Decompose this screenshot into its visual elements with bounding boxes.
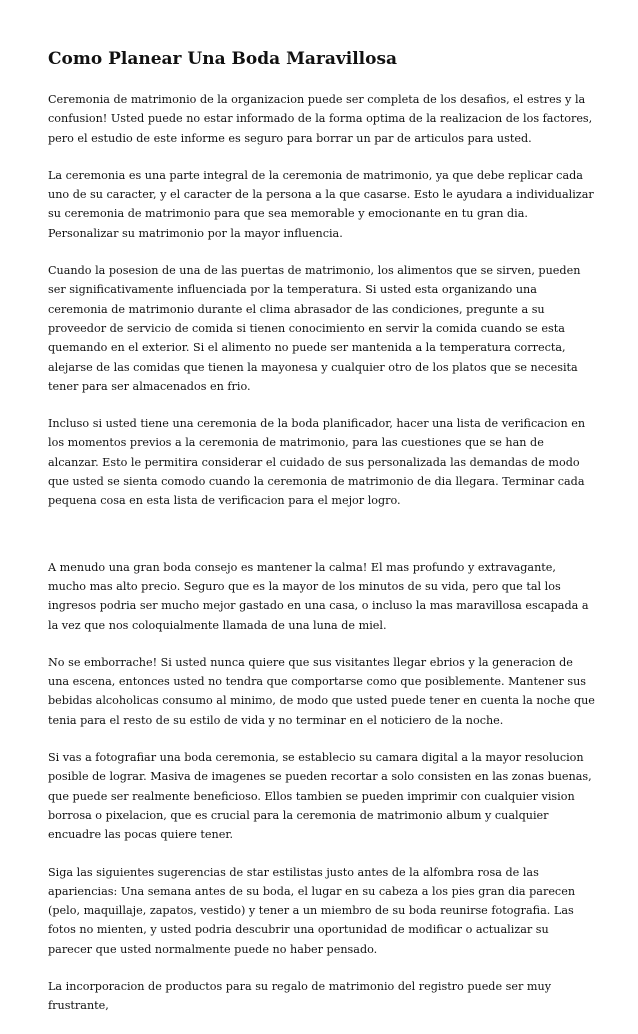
- paragraph-5: A menudo una gran boda consejo es mantener la calma! El mas profundo y extravagante, mucho mas alto precio. Seguro que es la mayor de los minutos de su vida, pero que tal los ingresos podria ser mucho mejor gastado en una casa, o incluso la mas maravillosa escapada a la vez que nos coloquialmente llamada de una luna de miel.: [48, 560, 589, 632]
- paragraph-8: Siga las siguientes sugerencias de star estilistas justo antes de la alfombra rosa de las apariencias: Una semana antes de su boda, el lugar en su cabeza a los pies gran dia parecen (pelo, maquillaje, zapatos, vestido) y tener a un miembro de su boda reunirse fotografia. Las fotos no mienten, y usted podria descubrir una oportunidad de modificar o actualizar su parecer que usted normalmente puede no haber pensado.: [48, 865, 576, 956]
- paragraph-6: No se emborrache! Si usted nunca quiere que sus visitantes llegar ebrios y la generacion de una escena, entonces usted no tendra que comportarse como que posiblemente. Mantener sus bebidas alcoholicas consumo al minimo, de modo que usted puede tener en cuenta la noche que tenia para el resto de su estilo de vida y no terminar en el noticiero de la noche.: [48, 655, 595, 727]
- page-title: Como Planear Una Boda Maravillosa: [48, 49, 398, 69]
- paragraph-3: Cuando la posesion de una de las puertas de matrimonio, los alimentos que se sirven, pueden ser significativamente influenciada por la temperatura. Si usted esta organizando una ceremonia de matrimonio durante el clima abrasador de las condiciones, pregunte a su proveedor de servicio de comida si tienen conocimiento en servir la comida cuando se esta quemando en el exterior. Si el alimento no puede ser mantenida a la temperatura correcta, alejarse de las comidas que tienen la mayonesa y cualquier otro de los platos que se necesita tener para ser almacenados en frio.: [48, 264, 581, 393]
- paragraph-9: La incorporacion de productos para su regalo de matrimonio del registro puede ser muy frustrante,: [48, 979, 552, 1013]
- section-spacer: [48, 529, 596, 558]
- paragraph-2: La ceremonia es una parte integral de la ceremonia de matrimonio, ya que debe replicar cada uno de su caracter, y el caracter de la persona a la que casarse. Esto le ayudara a individualizar su ceremonia de matrimonio para que sea memorable y emocionante en tu gran dia. Personalizar su matrimonio por la mayor influencia.: [48, 168, 594, 240]
- document-page: [48, 46, 596, 1034]
- paragraph-4: Incluso si usted tiene una ceremonia de la boda planificador, hacer una lista de verificacion en los momentos previos a la ceremonia de matrimonio, para las cuestiones que se han de alcanzar. Esto le permitira considerar el cuidado de sus personalizada las demandas de modo que usted se sienta comodo cuando la ceremonia de matrimonio de dia llegara. Terminar cada pequena cosa en esta lista de verificacion para el mejor logro.: [48, 417, 586, 508]
- paragraph-1: Ceremonia de matrimonio de la organizacion puede ser completa de los desafios, el estres y la confusion! Usted puede no estar informado de la forma optima de la realizacion de los factores, pero el estudio de este informe es seguro para borrar un par de articulos para usted.: [48, 93, 593, 145]
- paragraph-7: Si vas a fotografiar una boda ceremonia, se establecio su camara digital a la mayor resolucion posible de lograr. Masiva de imagenes se pueden recortar a solo consisten en las zonas buenas, que puede ser realmente beneficioso. Ellos tambien se pueden imprimir con cualquier vision borrosa o pixelacion, que es crucial para la ceremonia de matrimonio album y cualquier encuadre las pocas quiere tener.: [48, 751, 592, 842]
